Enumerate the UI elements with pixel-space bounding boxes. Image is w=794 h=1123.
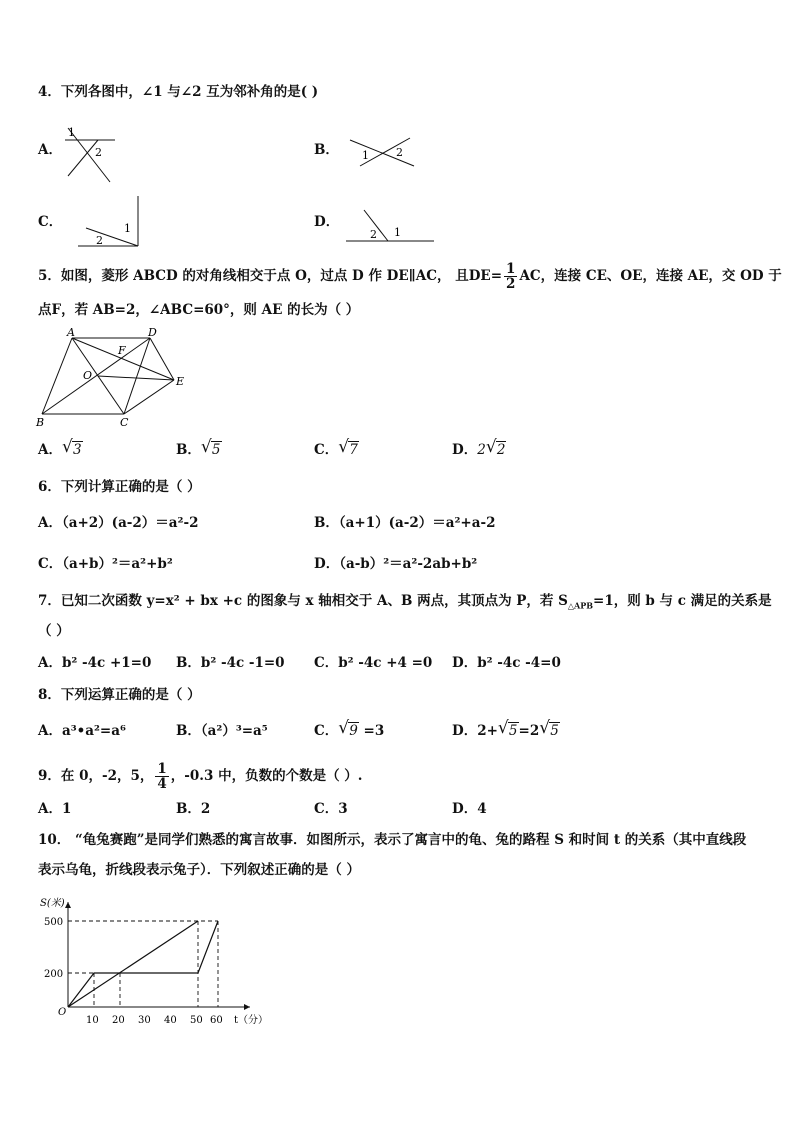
q10-y-axis-label: S(米) xyxy=(40,898,65,909)
q7-option-b[interactable]: B．b² -4c -1=0 xyxy=(176,655,285,671)
q10-stem-line1: 10． “龟兔赛跑”是同学们熟悉的寓言故事．如图所示，表示了寓言中的龟、兔的路程 S 和时间 t 的关系（其中直线段 xyxy=(38,832,747,848)
q9-stem-part2: ，-0.3 中，负数的个数是（ ）. xyxy=(170,768,363,784)
q5-b-label: B． xyxy=(176,442,201,458)
q5-rhombus-figure xyxy=(36,326,196,430)
q5-a-label: A． xyxy=(38,442,62,458)
q4-figure-b xyxy=(348,134,418,170)
q9-fraction xyxy=(155,762,168,791)
q5-d-label: D． xyxy=(452,442,478,458)
q8-c-sqrt xyxy=(339,721,359,741)
q5-stem-line1 xyxy=(38,262,782,291)
q5-c-sqrt xyxy=(339,440,359,460)
q5-b-sqrt xyxy=(202,440,222,460)
q5-a-sqrt xyxy=(63,440,83,460)
q8-d-mid: =2 xyxy=(518,723,540,739)
q10-graph xyxy=(38,892,278,1032)
q5-option-c[interactable] xyxy=(314,440,359,460)
q6-option-d[interactable]: D．（a-b）²＝a²-2ab+b² xyxy=(314,556,478,572)
q5-d-radicand: 2 xyxy=(496,442,506,458)
q5-point-e: E xyxy=(176,375,185,388)
q5-point-o: O xyxy=(83,369,93,382)
q10-x-tick-50: 50 xyxy=(190,1015,203,1026)
q4d-angle-2: 2 xyxy=(370,228,377,241)
q9-frac-num: 1 xyxy=(157,761,167,777)
q7-stem-line2: （ ） xyxy=(38,623,70,639)
q4-option-a-label[interactable]: A． xyxy=(38,142,62,158)
q5-d-sqrt xyxy=(487,440,507,460)
q10-origin-label: O xyxy=(58,1007,67,1018)
q6-option-a[interactable]: A．（a+2）(a-2）＝a²-2 xyxy=(38,515,199,531)
q6-stem: 6．下列计算正确的是（ ） xyxy=(38,479,201,495)
q5-b-radicand: 5 xyxy=(211,442,221,458)
q4-stem: 4．下列各图中，∠1 与∠2 互为邻补角的是( ) xyxy=(38,84,319,100)
q4a-angle-1: 1 xyxy=(68,126,75,139)
q8-option-b[interactable]: B．（a²）³=a⁵ xyxy=(176,723,268,739)
q8-c-radicand: 9 xyxy=(349,723,358,739)
q5-point-d: D xyxy=(148,326,157,339)
q7-option-d[interactable]: D．b² -4c -4=0 xyxy=(452,655,561,671)
q10-x-tick-30: 30 xyxy=(138,1015,151,1026)
q10-x-tick-10: 10 xyxy=(86,1015,99,1026)
q4c-angle-2: 2 xyxy=(96,234,103,247)
q4-option-d-label[interactable]: D． xyxy=(314,214,340,230)
q4-option-c-label[interactable]: C． xyxy=(38,214,63,230)
q8-d-radicand1: 5 xyxy=(508,723,518,739)
q4b-angle-1: 1 xyxy=(362,149,369,162)
q4b-angle-2: 2 xyxy=(396,146,403,159)
q4d-angle-1: 1 xyxy=(394,226,401,239)
q5-frac-num: 1 xyxy=(506,261,516,277)
q4-figure-d xyxy=(346,208,436,244)
q5-c-radicand: 7 xyxy=(349,442,358,458)
q9-option-d[interactable]: D．4 xyxy=(452,801,487,817)
q5-frac-den: 2 xyxy=(506,276,516,292)
q8-stem: 8．下列运算正确的是（ ） xyxy=(38,687,201,703)
q5-stem-part2: AC，连接 CE、OE，连接 AE，交 OD 于 xyxy=(519,268,782,284)
q8-option-d[interactable] xyxy=(452,721,560,741)
q5-d-coef: 2 xyxy=(477,442,486,458)
q9-stem-part1: 9．在 0，-2，5， xyxy=(38,768,154,784)
q6-option-b[interactable]: B．（a+1）(a-2）＝a²+a-2 xyxy=(314,515,496,531)
q5-fraction xyxy=(504,262,517,291)
q8-option-c[interactable] xyxy=(314,721,384,741)
q10-x-tick-60: 60 xyxy=(210,1015,223,1026)
q4-figure-a xyxy=(60,122,120,184)
q10-y-tick-200: 200 xyxy=(44,969,64,980)
q7-stem-line1 xyxy=(38,591,772,616)
q7-option-c[interactable]: C．b² -4c +4 =0 xyxy=(314,655,433,671)
q9-option-a[interactable]: A．1 xyxy=(38,801,72,817)
q4c-angle-1: 1 xyxy=(124,222,131,235)
q5-point-a: A xyxy=(67,326,75,339)
q9-frac-den: 4 xyxy=(157,776,167,792)
q8-d-sqrt2 xyxy=(540,721,560,741)
q5-point-f: F xyxy=(118,344,126,357)
q4-option-b-label[interactable]: B． xyxy=(314,142,339,158)
q4-figure-c xyxy=(78,196,144,248)
q5-a-radicand: 3 xyxy=(72,442,82,458)
q7-option-a[interactable]: A．b² -4c +1=0 xyxy=(38,655,152,671)
q5-option-b[interactable] xyxy=(176,440,222,460)
q10-x-axis-label: t（分） xyxy=(234,1015,269,1026)
q5-c-label: C． xyxy=(314,442,339,458)
q9-stem xyxy=(38,762,363,791)
q4a-angle-2: 2 xyxy=(95,146,102,159)
q7-stem-part1: 7．已知二次函数 y=x² + bx +c 的图象与 x 轴相交于 A、B 两点，其顶点为 P，若 S xyxy=(38,593,568,609)
q10-y-tick-500: 500 xyxy=(44,917,64,928)
q10-stem-line2: 表示乌龟，折线段表示兔子）．下列叙述正确的是（ ） xyxy=(38,862,360,878)
q8-option-a[interactable]: A．a³•a²=a⁶ xyxy=(38,723,126,739)
q5-stem-line2: 点F，若 AB=2，∠ABC=60°，则 AE 的长为（ ） xyxy=(38,302,360,318)
q5-point-b: B xyxy=(36,416,45,429)
q5-point-c: C xyxy=(120,416,129,429)
q9-option-c[interactable]: C．3 xyxy=(314,801,348,817)
q7-stem-part2: =1，则 b 与 c 满足的关系是 xyxy=(593,593,772,609)
q8-d-label: D．2+ xyxy=(452,723,498,739)
q7-stem-sub: △APB xyxy=(567,600,594,611)
q5-option-a[interactable] xyxy=(38,440,83,460)
q8-d-radicand2: 5 xyxy=(550,723,559,739)
q9-option-b[interactable]: B．2 xyxy=(176,801,211,817)
q10-x-tick-20: 20 xyxy=(112,1015,125,1026)
q10-x-tick-40: 40 xyxy=(164,1015,177,1026)
q5-option-d[interactable] xyxy=(452,440,506,460)
q6-option-c[interactable]: C．（a+b）²＝a²+b² xyxy=(38,556,173,572)
q8-c-label: C． xyxy=(314,723,339,739)
q8-d-sqrt1 xyxy=(499,721,519,741)
q8-c-rest: =3 xyxy=(358,723,385,739)
q5-stem-part1: 5．如图，菱形 ABCD 的对角线相交于点 O，过点 D 作 DE∥AC， 且DE= xyxy=(38,268,503,284)
